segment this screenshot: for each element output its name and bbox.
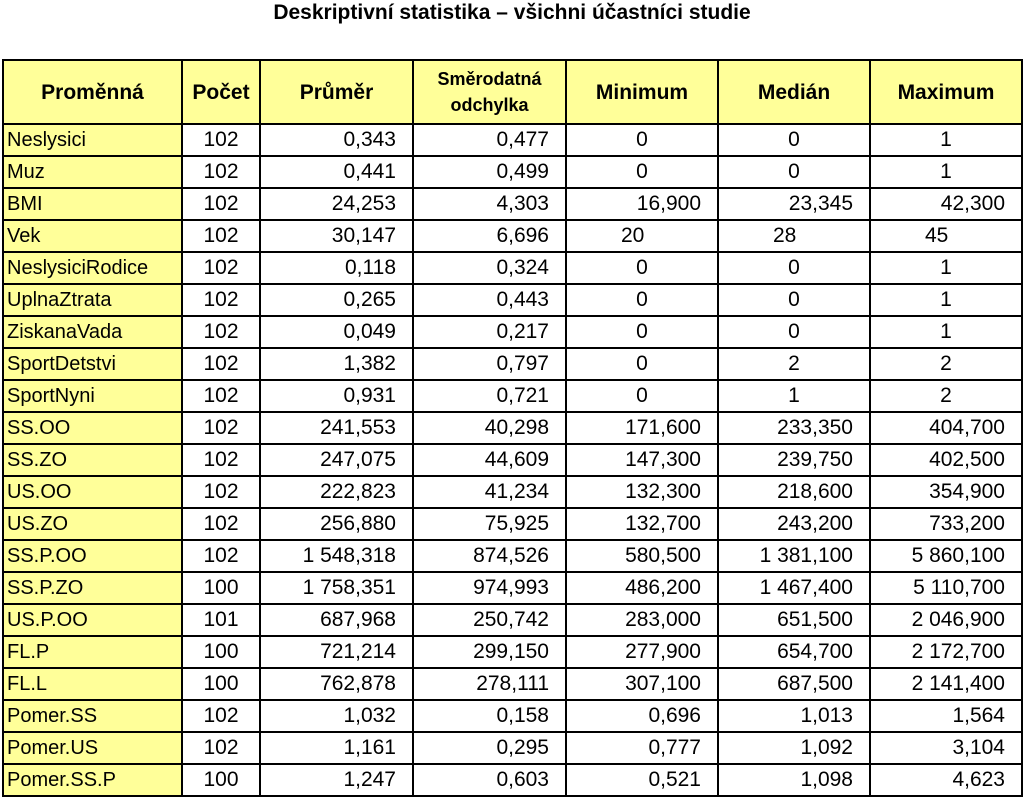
table-row <box>3 220 1022 252</box>
mean-cell: 1,382 <box>260 348 413 380</box>
count-cell: 102 <box>182 412 260 444</box>
header-minimum: Minimum <box>566 60 718 124</box>
std-dev-cell: 278,111 <box>413 668 566 700</box>
table-row <box>3 156 1022 188</box>
count-cell: 100 <box>182 572 260 604</box>
count-cell: 102 <box>182 444 260 476</box>
maximum-cell: 4,623 <box>870 764 1022 796</box>
table-row <box>3 124 1022 156</box>
maximum-cell: 5 110,700 <box>870 572 1022 604</box>
maximum-cell: 1,564 <box>870 700 1022 732</box>
variable-cell: FL.P <box>3 636 182 668</box>
variable-cell: UplnaZtrata <box>3 284 182 316</box>
variable-cell: US.ZO <box>3 508 182 540</box>
median-cell: 1,013 <box>718 700 870 732</box>
table-row <box>3 764 1022 796</box>
std-dev-cell: 41,234 <box>413 476 566 508</box>
minimum-cell: 486,200 <box>566 572 718 604</box>
maximum-cell: 45 <box>870 220 1022 252</box>
maximum-cell: 2 <box>870 380 1022 412</box>
table-row <box>3 508 1022 540</box>
table-row <box>3 572 1022 604</box>
median-cell: 0 <box>718 316 870 348</box>
mean-cell: 1,032 <box>260 700 413 732</box>
mean-cell: 1 758,351 <box>260 572 413 604</box>
minimum-cell: 132,700 <box>566 508 718 540</box>
median-cell: 651,500 <box>718 604 870 636</box>
mean-cell: 0,265 <box>260 284 413 316</box>
maximum-cell: 1 <box>870 284 1022 316</box>
median-cell: 233,350 <box>718 412 870 444</box>
minimum-cell: 16,900 <box>566 188 718 220</box>
table-row <box>3 732 1022 764</box>
maximum-cell: 3,104 <box>870 732 1022 764</box>
median-cell: 0 <box>718 252 870 284</box>
minimum-cell: 580,500 <box>566 540 718 572</box>
count-cell: 102 <box>182 348 260 380</box>
median-cell: 218,600 <box>718 476 870 508</box>
count-cell: 102 <box>182 156 260 188</box>
median-cell: 239,750 <box>718 444 870 476</box>
std-dev-cell: 0,721 <box>413 380 566 412</box>
maximum-cell: 1 <box>870 156 1022 188</box>
variable-cell: Pomer.SS.P <box>3 764 182 796</box>
maximum-cell: 1 <box>870 124 1022 156</box>
std-dev-cell: 40,298 <box>413 412 566 444</box>
variable-cell: Pomer.US <box>3 732 182 764</box>
variable-cell: Vek <box>3 220 182 252</box>
minimum-cell: 0 <box>566 316 718 348</box>
minimum-cell: 0 <box>566 284 718 316</box>
mean-cell: 222,823 <box>260 476 413 508</box>
median-cell: 1 381,100 <box>718 540 870 572</box>
median-cell: 2 <box>718 348 870 380</box>
variable-cell: Neslysici <box>3 124 182 156</box>
table-row <box>3 348 1022 380</box>
maximum-cell: 2 172,700 <box>870 636 1022 668</box>
minimum-cell: 0,777 <box>566 732 718 764</box>
std-dev-cell: 0,797 <box>413 348 566 380</box>
std-dev-cell: 4,303 <box>413 188 566 220</box>
minimum-cell: 171,600 <box>566 412 718 444</box>
count-cell: 102 <box>182 220 260 252</box>
minimum-cell: 20 <box>566 220 718 252</box>
variable-cell: BMI <box>3 188 182 220</box>
table-row <box>3 316 1022 348</box>
count-cell: 102 <box>182 508 260 540</box>
mean-cell: 687,968 <box>260 604 413 636</box>
header-variable: Proměnná <box>3 60 182 124</box>
median-cell: 0 <box>718 156 870 188</box>
median-cell: 0 <box>718 284 870 316</box>
mean-cell: 0,118 <box>260 252 413 284</box>
std-dev-cell: 0,443 <box>413 284 566 316</box>
minimum-cell: 0,696 <box>566 700 718 732</box>
maximum-cell: 2 <box>870 348 1022 380</box>
maximum-cell: 733,200 <box>870 508 1022 540</box>
mean-cell: 24,253 <box>260 188 413 220</box>
table-row <box>3 476 1022 508</box>
mean-cell: 1,247 <box>260 764 413 796</box>
count-cell: 102 <box>182 316 260 348</box>
mean-cell: 0,931 <box>260 380 413 412</box>
std-dev-cell: 250,742 <box>413 604 566 636</box>
count-cell: 102 <box>182 476 260 508</box>
variable-cell: US.OO <box>3 476 182 508</box>
count-cell: 100 <box>182 668 260 700</box>
median-cell: 243,200 <box>718 508 870 540</box>
variable-cell: NeslysiciRodice <box>3 252 182 284</box>
median-cell: 687,500 <box>718 668 870 700</box>
table-row <box>3 412 1022 444</box>
median-cell: 1,098 <box>718 764 870 796</box>
table-row <box>3 284 1022 316</box>
statistics-table <box>2 59 1023 797</box>
std-dev-cell: 299,150 <box>413 636 566 668</box>
variable-cell: SS.ZO <box>3 444 182 476</box>
median-cell: 1 467,400 <box>718 572 870 604</box>
mean-cell: 256,880 <box>260 508 413 540</box>
variable-cell: SportDetstvi <box>3 348 182 380</box>
count-cell: 102 <box>182 252 260 284</box>
mean-cell: 30,147 <box>260 220 413 252</box>
std-dev-cell: 0,477 <box>413 124 566 156</box>
minimum-cell: 277,900 <box>566 636 718 668</box>
count-cell: 102 <box>182 700 260 732</box>
mean-cell: 0,441 <box>260 156 413 188</box>
count-cell: 102 <box>182 540 260 572</box>
header-count: Počet <box>182 60 260 124</box>
maximum-cell: 1 <box>870 316 1022 348</box>
maximum-cell: 5 860,100 <box>870 540 1022 572</box>
count-cell: 102 <box>182 732 260 764</box>
minimum-cell: 0,521 <box>566 764 718 796</box>
variable-cell: SportNyni <box>3 380 182 412</box>
table-body <box>3 124 1022 796</box>
table-row <box>3 252 1022 284</box>
mean-cell: 0,343 <box>260 124 413 156</box>
count-cell: 102 <box>182 124 260 156</box>
minimum-cell: 147,300 <box>566 444 718 476</box>
minimum-cell: 132,300 <box>566 476 718 508</box>
minimum-cell: 0 <box>566 124 718 156</box>
median-cell: 28 <box>718 220 870 252</box>
variable-cell: FL.L <box>3 668 182 700</box>
median-cell: 1 <box>718 380 870 412</box>
std-dev-cell: 44,609 <box>413 444 566 476</box>
count-cell: 100 <box>182 764 260 796</box>
std-dev-cell: 6,696 <box>413 220 566 252</box>
table-row <box>3 604 1022 636</box>
header-std-dev: Směrodatná odchylka <box>413 60 566 124</box>
maximum-cell: 2 046,900 <box>870 604 1022 636</box>
count-cell: 102 <box>182 188 260 220</box>
maximum-cell: 404,700 <box>870 412 1022 444</box>
minimum-cell: 0 <box>566 348 718 380</box>
median-cell: 0 <box>718 124 870 156</box>
header-maximum: Maximum <box>870 60 1022 124</box>
std-dev-cell: 0,158 <box>413 700 566 732</box>
variable-cell: Muz <box>3 156 182 188</box>
std-dev-cell: 75,925 <box>413 508 566 540</box>
mean-cell: 247,075 <box>260 444 413 476</box>
mean-cell: 1,161 <box>260 732 413 764</box>
variable-cell: ZiskanaVada <box>3 316 182 348</box>
table-row <box>3 380 1022 412</box>
minimum-cell: 0 <box>566 252 718 284</box>
maximum-cell: 2 141,400 <box>870 668 1022 700</box>
variable-cell: SS.OO <box>3 412 182 444</box>
count-cell: 100 <box>182 636 260 668</box>
maximum-cell: 354,900 <box>870 476 1022 508</box>
count-cell: 102 <box>182 284 260 316</box>
table-row <box>3 444 1022 476</box>
mean-cell: 762,878 <box>260 668 413 700</box>
header-mean: Průměr <box>260 60 413 124</box>
std-dev-cell: 0,499 <box>413 156 566 188</box>
std-dev-cell: 0,603 <box>413 764 566 796</box>
std-dev-cell: 874,526 <box>413 540 566 572</box>
minimum-cell: 0 <box>566 156 718 188</box>
maximum-cell: 402,500 <box>870 444 1022 476</box>
variable-cell: SS.P.OO <box>3 540 182 572</box>
count-cell: 102 <box>182 380 260 412</box>
variable-cell: US.P.OO <box>3 604 182 636</box>
median-cell: 654,700 <box>718 636 870 668</box>
std-dev-cell: 0,324 <box>413 252 566 284</box>
mean-cell: 721,214 <box>260 636 413 668</box>
count-cell: 101 <box>182 604 260 636</box>
table-row <box>3 540 1022 572</box>
mean-cell: 0,049 <box>260 316 413 348</box>
table-row <box>3 636 1022 668</box>
header-median: Medián <box>718 60 870 124</box>
header-row <box>3 60 1022 124</box>
maximum-cell: 42,300 <box>870 188 1022 220</box>
page-title: Deskriptivní statistika – všichni účastníci studie <box>273 1 751 24</box>
minimum-cell: 307,100 <box>566 668 718 700</box>
variable-cell: Pomer.SS <box>3 700 182 732</box>
minimum-cell: 283,000 <box>566 604 718 636</box>
mean-cell: 241,553 <box>260 412 413 444</box>
median-cell: 1,092 <box>718 732 870 764</box>
std-dev-cell: 0,217 <box>413 316 566 348</box>
table-row <box>3 668 1022 700</box>
table-row <box>3 700 1022 732</box>
std-dev-cell: 0,295 <box>413 732 566 764</box>
variable-cell: SS.P.ZO <box>3 572 182 604</box>
minimum-cell: 0 <box>566 380 718 412</box>
table-row <box>3 188 1022 220</box>
mean-cell: 1 548,318 <box>260 540 413 572</box>
maximum-cell: 1 <box>870 252 1022 284</box>
median-cell: 23,345 <box>718 188 870 220</box>
std-dev-cell: 974,993 <box>413 572 566 604</box>
